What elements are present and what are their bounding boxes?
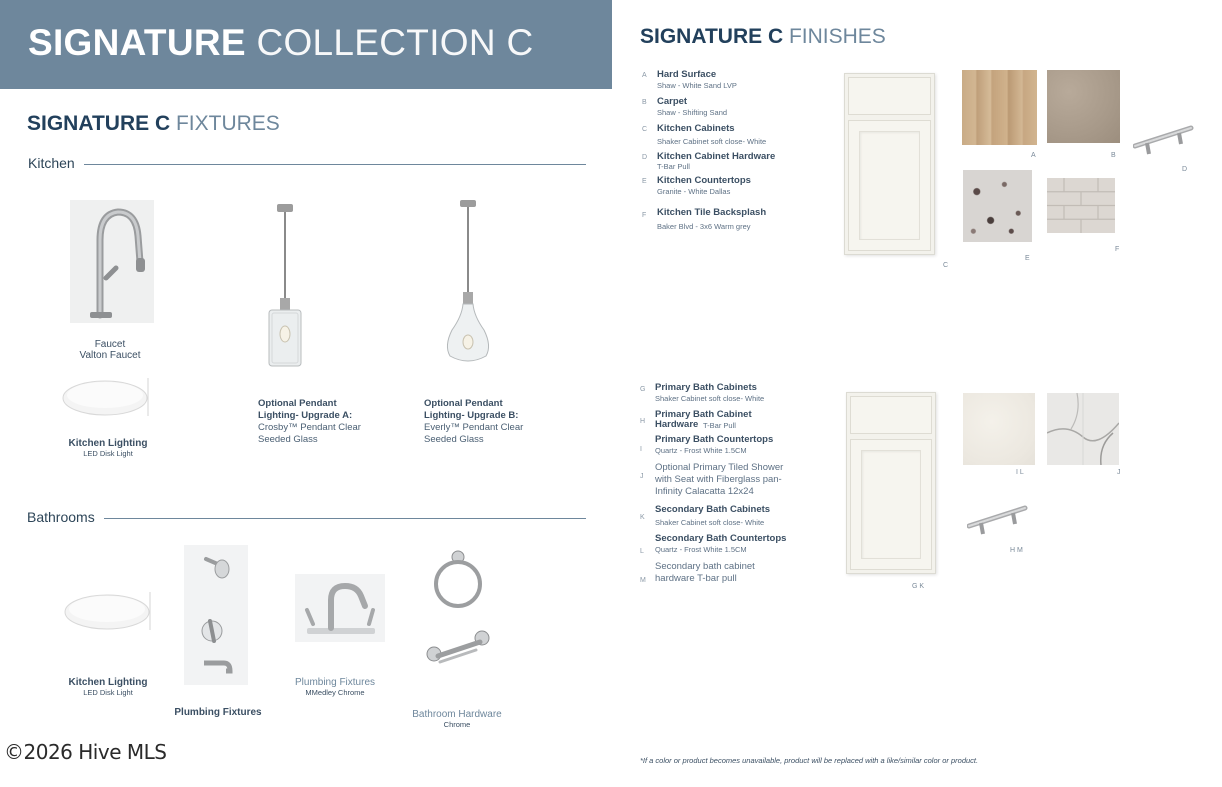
kitchen-lighting-sub: LED Disk Light <box>83 449 133 458</box>
bath-faucet-image <box>295 574 385 642</box>
pendant-b-caption: Optional Pendant Lighting- Upgrade B: Everly™ Pendant Clear Seeded Glass <box>424 398 524 445</box>
bath-cabinet-swatch <box>846 392 936 574</box>
bathrooms-subheading: Bathrooms <box>27 509 101 525</box>
pendant-a-image <box>262 198 308 370</box>
mls-watermark: ©2026 Hive MLS <box>4 740 167 764</box>
hard-surface-swatch <box>962 70 1037 145</box>
bath-t-bar-pull-swatch <box>967 502 1029 536</box>
finish-item-l: L Secondary Bath Countertops Quartz - Frost White 1.5CM <box>640 533 787 555</box>
granite-swatch <box>963 170 1032 242</box>
swatch-label-hm: H M <box>1010 547 1023 554</box>
bath-hardware-sub: Chrome <box>443 720 471 729</box>
swatch-label-c: C <box>943 262 949 269</box>
finish-item-d: D Kitchen Cabinet Hardware T-Bar Pull <box>642 151 776 171</box>
pendant-a-caption: Optional Pendant Lighting- Upgrade A: Crosby™ Pendant Clear Seeded Glass <box>258 398 361 445</box>
finish-item-f: F Kitchen Tile Backsplash Baker Blvd - 3x6 Warm grey <box>642 207 767 231</box>
bath-hardware-image <box>420 548 494 678</box>
finish-item-i: I Primary Bath Countertops Quartz - Frost White 1.5CM <box>640 434 774 455</box>
disclaimer-footnote: *If a color or product becomes unavailable, product will be replaced with a like/similar color or product. <box>640 756 979 765</box>
kitchen-divider <box>84 164 586 165</box>
swatch-label-b: B <box>1111 152 1116 159</box>
kitchen-t-bar-pull-swatch <box>1133 122 1195 156</box>
kitchen-disk-light-image <box>60 376 150 418</box>
finish-item-c: C Kitchen Cabinets Shaker Cabinet soft close- White <box>642 123 767 146</box>
fixtures-heading: SIGNATURE C FIXTURES <box>27 112 280 135</box>
swatch-label-f: F <box>1115 246 1120 253</box>
swatch-label-d: D <box>1182 166 1188 173</box>
quartz-swatch <box>963 393 1035 465</box>
swatch-label-j: J <box>1117 469 1121 476</box>
swatch-label-il: I L <box>1016 469 1024 476</box>
carpet-swatch <box>1047 70 1120 143</box>
bath-disk-light-image <box>62 590 152 632</box>
faucet-image <box>70 200 154 323</box>
pendant-b-image <box>442 196 494 368</box>
bath-lighting-sub: LED Disk Light <box>83 688 133 697</box>
plumbing-fixtures-title: Plumbing Fixtures <box>174 707 262 718</box>
plumbing-fixtures-2-sub: MMedley Chrome <box>305 688 365 697</box>
finish-item-j: J Optional Primary Tiled Shower with Seat with Fiberglass pan- Infinity Calacatta 12x24 <box>640 462 784 497</box>
plumbing-fixtures-2-title: Plumbing Fixtures <box>294 677 376 688</box>
finish-item-g: G Primary Bath Cabinets Shaker Cabinet soft close- White <box>640 382 765 403</box>
bathrooms-divider <box>104 518 586 519</box>
swatch-label-e: E <box>1025 255 1030 262</box>
finish-item-e: E Kitchen Countertops Granite - White Dallas <box>642 175 751 196</box>
shower-set-image <box>184 545 248 685</box>
swatch-label-a: A <box>1031 152 1036 159</box>
bath-hardware-title: Bathroom Hardware <box>412 709 502 720</box>
finish-item-m: M Secondary bath cabinet hardware T-bar pull <box>640 561 755 584</box>
finishes-heading: SIGNATURE C FINISHES <box>640 25 886 48</box>
finish-item-a: A Hard Surface Shaw - White Sand LVP <box>642 69 737 90</box>
calacatta-swatch <box>1047 393 1119 465</box>
faucet-caption: Faucet Valton Faucet <box>79 339 141 361</box>
finish-item-b: B Carpet Shaw - Shifting Sand <box>642 96 728 117</box>
bath-lighting-title: Kitchen Lighting <box>68 677 148 688</box>
kitchen-lighting-title: Kitchen Lighting <box>68 438 148 449</box>
page-title: SIGNATURE COLLECTION C <box>28 22 534 63</box>
backsplash-tile-swatch <box>1047 178 1115 233</box>
kitchen-cabinet-swatch <box>844 73 935 255</box>
swatch-label-gk: G K <box>912 583 925 590</box>
finish-item-k: K Secondary Bath Cabinets Shaker Cabinet soft close- White <box>640 504 771 527</box>
finish-item-h: H Primary Bath Cabinet Hardware T-Bar Pull <box>640 409 752 430</box>
kitchen-subheading: Kitchen <box>28 155 81 171</box>
